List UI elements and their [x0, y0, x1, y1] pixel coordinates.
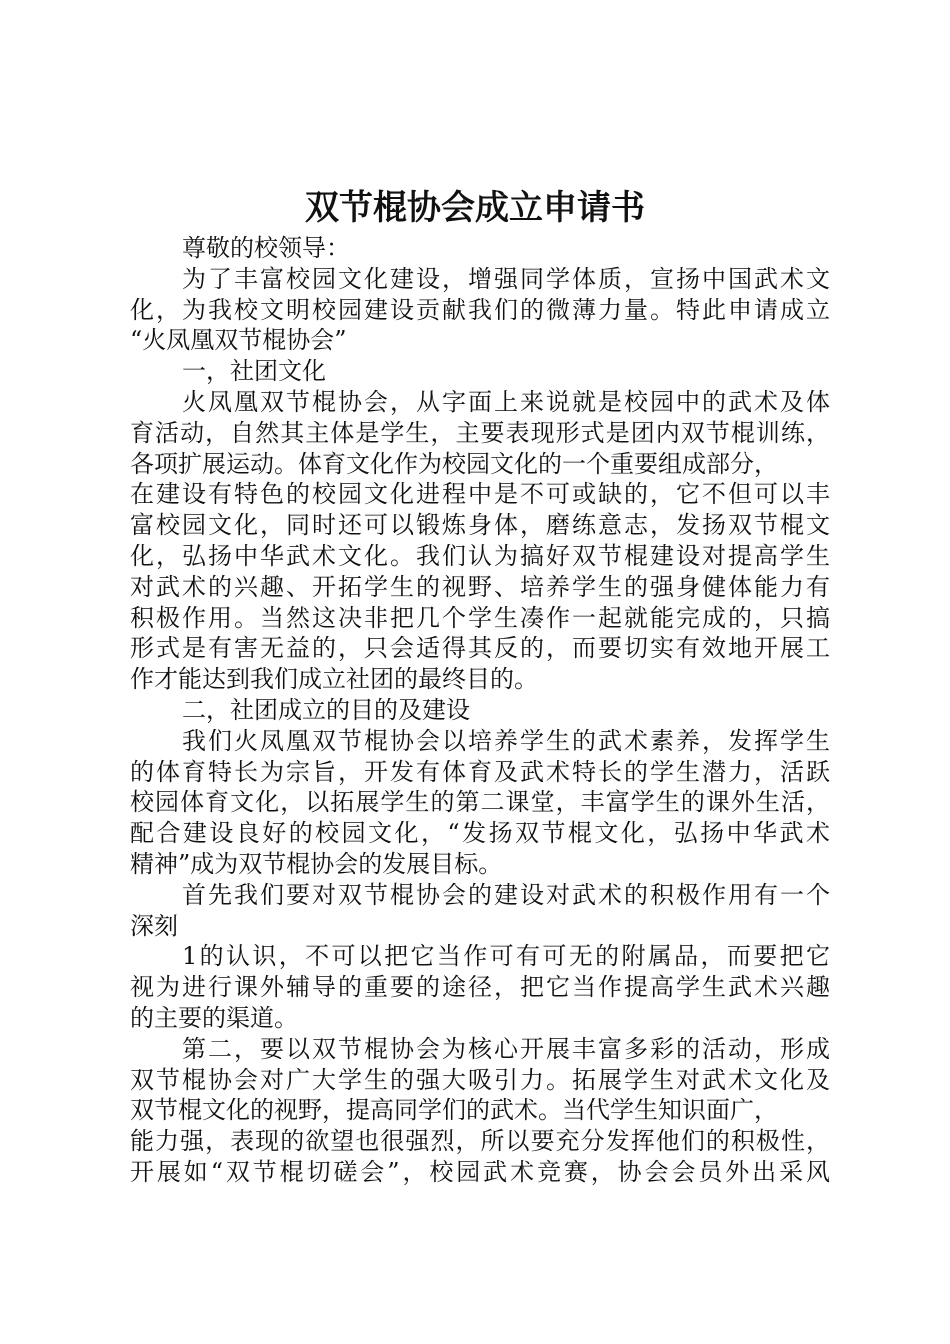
paragraph-line: 双节棍文化的视野，提高同学们的武术。当代学生知识面广，	[130, 1096, 778, 1125]
paragraph-line: 对武术的兴趣、开拓学生的视野、培养学生的强身健体能力有	[130, 572, 830, 601]
paragraph-line: 各项扩展运动。体育文化作为校园文化的一个重要组成部分，	[130, 449, 778, 478]
paragraph-line: 深刻	[130, 911, 178, 940]
paragraph-line: 作才能达到我们成立社团的最终目的。	[130, 665, 538, 694]
salutation-line: 尊敬的校领导：	[182, 234, 350, 262]
paragraph-line: 能力强，表现的欲望也很强烈，所以要充分发挥他们的积极性，	[130, 1127, 830, 1156]
paragraph-line: 为了丰富校园文化建设，增强同学体质，宣扬中国武术文	[182, 264, 830, 293]
paragraph-line: 积极作用。当然这决非把几个学生凑作一起就能完成的，只搞	[130, 603, 830, 632]
section-heading: 一，社团文化	[182, 357, 326, 386]
paragraph-line: 校园体育文化，以拓展学生的第二课堂，丰富学生的课外生活，	[130, 788, 830, 817]
paragraph-line: 视为进行课外辅导的重要的途径，把它当作提高学生武术兴趣	[130, 973, 830, 1002]
paragraph-line: 的主要的渠道。	[130, 1003, 298, 1032]
paragraph-line: 精神”成为双节棍协会的发展目标。	[130, 849, 503, 878]
document-body	[130, 233, 830, 1188]
paragraph-line: 我们火凤凰双节棍协会以培养学生的武术素养，发挥学生	[182, 726, 830, 755]
paragraph-line: 1的认识，不可以把它当作可有可无的附属品，而要把它	[182, 942, 830, 971]
paragraph-line: “火凤凰双节棍协会”	[130, 326, 347, 355]
paragraph-line: 双节棍协会对广大学生的强大吸引力。拓展学生对武术文化及	[130, 1065, 830, 1094]
document-title: 双节棍协会成立申请书	[305, 188, 645, 228]
paragraph-line: 富校园文化，同时还可以锻炼身体，磨练意志，发扬双节棍文	[130, 511, 830, 540]
paragraph-line: 火凤凰双节棍协会，从字面上来说就是校园中的武术及体	[182, 387, 830, 416]
paragraph-line: 开展如“双节棍切磋会”，校园武术竞赛，协会会员外出采风	[130, 1157, 830, 1186]
section-heading: 二，社团成立的目的及建设	[182, 695, 470, 724]
paragraph-line: 形式是有害无益的，只会适得其反的，而要切实有效地开展工	[130, 634, 830, 663]
paragraph-line: 第二，要以双节棍协会为核心开展丰富多彩的活动，形成	[182, 1034, 830, 1063]
paragraph-line: 化，弘扬中华武术文化。我们认为搞好双节棍建设对提高学生	[130, 541, 830, 570]
paragraph-line: 在建设有特色的校园文化进程中是不可或缺的，它不但可以丰	[130, 480, 830, 509]
paragraph-line: 配合建设良好的校园文化，“发扬双节棍文化，弘扬中华武术	[130, 819, 830, 848]
paragraph-line: 化，为我校文明校园建设贡献我们的微薄力量。特此申请成立	[130, 295, 830, 324]
paragraph-line: 育活动，自然其主体是学生，主要表现形式是团内双节棍训练，	[130, 418, 830, 447]
paragraph-line: 首先我们要对双节棍协会的建设对武术的积极作用有一个	[182, 880, 830, 909]
paragraph-line: 的体育特长为宗旨，开发有体育及武术特长的学生潜力，活跃	[130, 757, 830, 786]
